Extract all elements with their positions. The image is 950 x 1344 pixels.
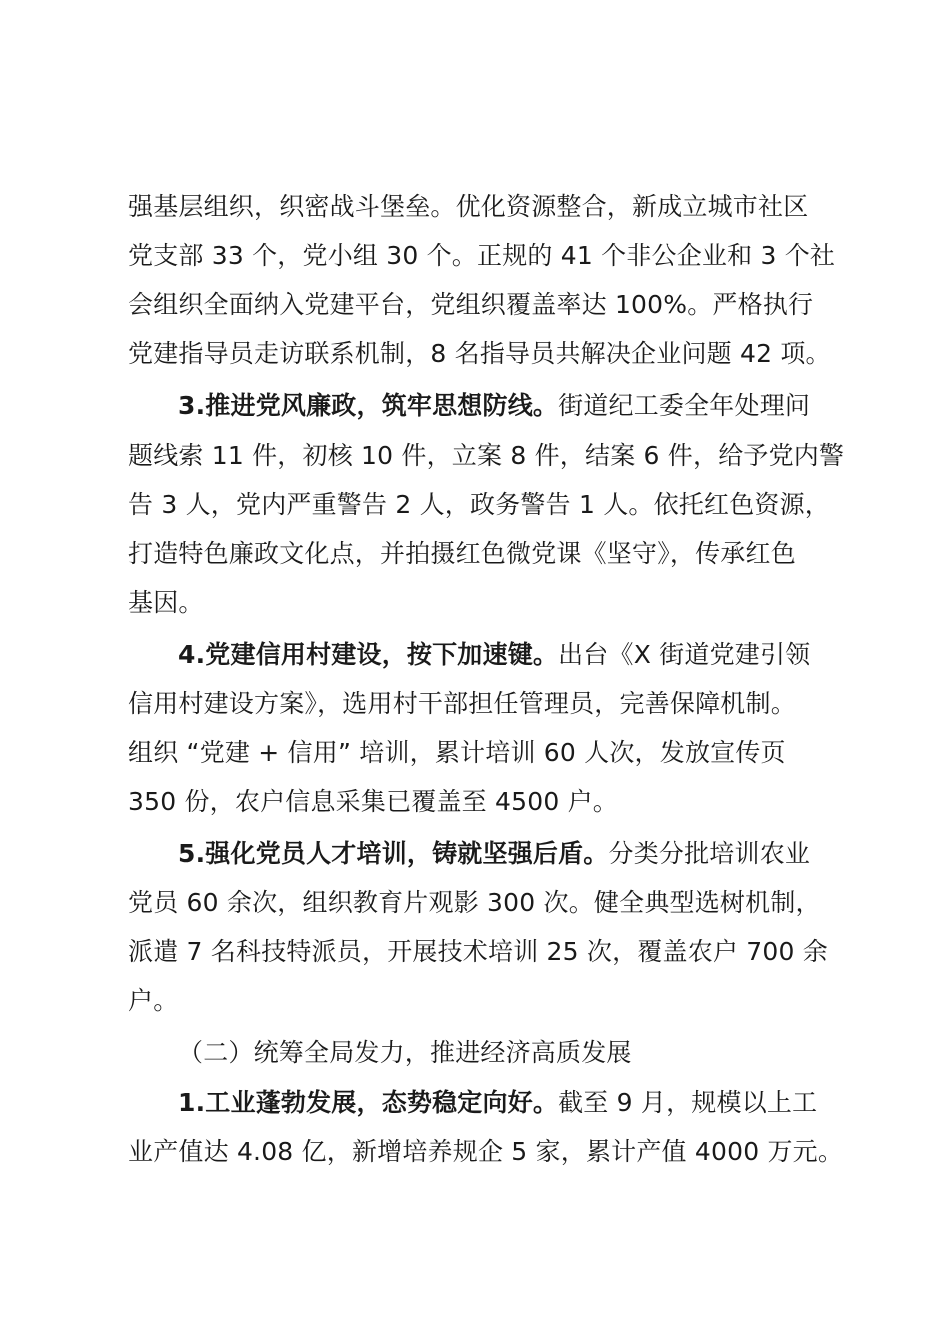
text-line: 党支部 33 个，党小组 30 个。正规的 41 个非公企业和 3 个社 <box>128 241 836 270</box>
text-line: 业产值达 4.08 亿，新增培养规企 5 家，累计产值 4000 万元。 <box>128 1137 844 1166</box>
subsection-heading-line: 3.推进党风廉政，筑牢思想防线。街道纪工委全年处理问 <box>178 391 811 420</box>
text-line: 组织 “党建 + 信用” 培训，累计培训 60 人次，发放宣传页 <box>128 738 786 767</box>
section-heading-line: （二）统筹全局发力，推进经济高质发展 <box>178 1038 632 1067</box>
text-line: 打造特色廉政文化点，并拍摄红色微党课《坚守》，传承红色 <box>128 539 796 568</box>
text-line: 会组织全面纳入党建平台，党组织覆盖率达 100%。严格执行 <box>128 290 814 319</box>
text-line: 党建指导员走访联系机制，8 名指导员共解决企业问题 42 项。 <box>128 339 831 368</box>
subsection-heading-line: 1.工业蓬勃发展，态势稳定向好。截至 9 月，规模以上工 <box>178 1088 818 1117</box>
subsection-heading-line: 4.党建信用村建设，按下加速键。出台《X 街道党建引领 <box>178 640 811 669</box>
text-line: 派遣 7 名科技特派员，开展技术培训 25 次，覆盖农户 700 余 <box>128 937 828 966</box>
text-line: 户。 <box>128 986 179 1015</box>
text-line: 350 份，农户信息采集已覆盖至 4500 户。 <box>128 787 618 816</box>
text-line: 题线索 11 件，初核 10 件，立案 8 件，结案 6 件，给予党内警 <box>128 441 845 470</box>
text-line: 信用村建设方案》，选用村干部担任管理员，完善保障机制。 <box>128 689 796 718</box>
subsection-heading-line: 5.强化党员人才培训，铸就坚强后盾。分类分批培训农业 <box>178 839 811 868</box>
text-line: 基因。 <box>128 588 204 617</box>
text-line: 党员 60 余次，组织教育片观影 300 次。健全典型选树机制， <box>128 888 821 917</box>
text-line: 告 3 人，党内严重警告 2 人，政务警告 1 人。依托红色资源， <box>128 490 831 519</box>
text-line: 强基层组织，织密战斗堡垒。优化资源整合，新成立城市社区 <box>128 192 809 221</box>
